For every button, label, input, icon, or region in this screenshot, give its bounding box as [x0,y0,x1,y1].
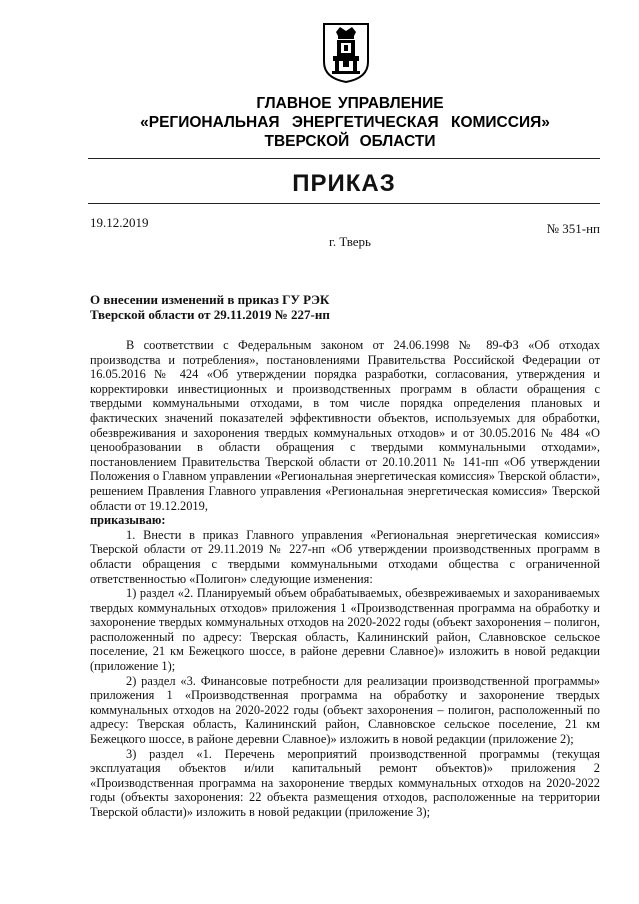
document-date: 19.12.2019 [90,215,149,230]
header-divider [88,158,600,159]
preamble-paragraph: В соответствии с Федеральным законом от 24.06.1998 № 89-ФЗ «Об отходах производства и потребления», постановлениями Правительства Российской Федерации от 16.05.2016 № 424 «Об утверждении порядка разработки, согласования, утверждения и корректировки инвестиционных и производственных программ в области обращения с твердыми коммунальными отходами, в том числе порядка определения плановых и фактических значений показателей эффективности объектов, используемых для обработки, обезвреживания и захоронения твердых коммунальных отходов» и от 30.05.2016 № 484 «О ценообразовании в области обращения с твердыми коммунальными отходами», постановлением Правительства Тверской области от 20.10.2011 № 141-пп «Об утверждении Положения о Главном управлении «Региональная энергетическая комиссия» Тверской области», решением Правления Главного управления «Региональная энергетическая комиссия» Тверской области от 19.12.2019, [90,338,600,513]
item-1-paragraph: 1. Внести в приказ Главного управления «Региональная энергетическая комиссия» Тверской области от 29.11.2019 № 227-нп «Об утверждении производственных программ в области обращения с твердыми коммунальными отходами общества с ограниченной ответственностью «Полигон» следующие изменения: [90,527,600,586]
subject-line-2: Тверской области от 29.11.2019 № 227-нп [90,307,330,322]
subitem-2-paragraph: 2) раздел «3. Финансовые потребности для реализации производственной программы» приложения 1 «Производственная программа на обработку и захоронение твердых коммунальных отходов на 2020-2022 годы (объект захоронения – полигон, расположенный по адресу: Тверская область, Калининский район, Славновское сельское поселение, 21 км Бежецкого шоссе, в районе деревни Славное)» изложить в новой редакции (приложение 2); [90,673,600,747]
document-type-title: ПРИКАЗ [292,170,396,197]
document-number: № 351-нп [546,221,600,236]
subject-line-1: О внесении изменений в приказ ГУ РЭК [90,292,330,307]
coat-of-arms-icon [322,22,370,84]
document-subject [90,292,390,322]
org-name-line-3: ТВЕРСКОЙ ОБЛАСТИ [264,133,436,150]
order-directive: приказываю: [90,513,166,528]
org-name-line-1: ГЛАВНОЕ УПРАВЛЕНИЕ [256,95,444,112]
title-divider [88,203,600,204]
document-city: г. Тверь [329,234,371,249]
document-body [90,338,600,820]
org-name-line-2: «РЕГИОНАЛЬНАЯ ЭНЕРГЕТИЧЕСКАЯ КОМИССИЯ» [140,114,550,131]
subitem-3-paragraph: 3) раздел «1. Перечень мероприятий производственной программы (текущая эксплуатация объектов и/или капитальный ремонт объектов)» приложения 2 «Производственная программа на захоронение твердых коммунальных отходов на 2020-2022 годы (объекты захоронения: 22 объекта размещения отходов, расположенные на территории Тверской области)» изложить в новой редакции (приложение 3); [90,746,600,819]
subitem-1-paragraph: 1) раздел «2. Планируемый объем обрабатываемых, обезвреживаемых и захораниваемых твердых коммунальных отходов» приложения 1 «Производственная программа на обработку и захоронение твердых коммунальных отходов на 2020-2022 годы (объект захоронения – полигон, расположенный по адресу: Тверская область, Калининский район, Славновское сельское поселение, 21 км Бежецкого шоссе, в районе деревни Славное)» изложить в новой редакции (приложение 1); [90,586,600,674]
